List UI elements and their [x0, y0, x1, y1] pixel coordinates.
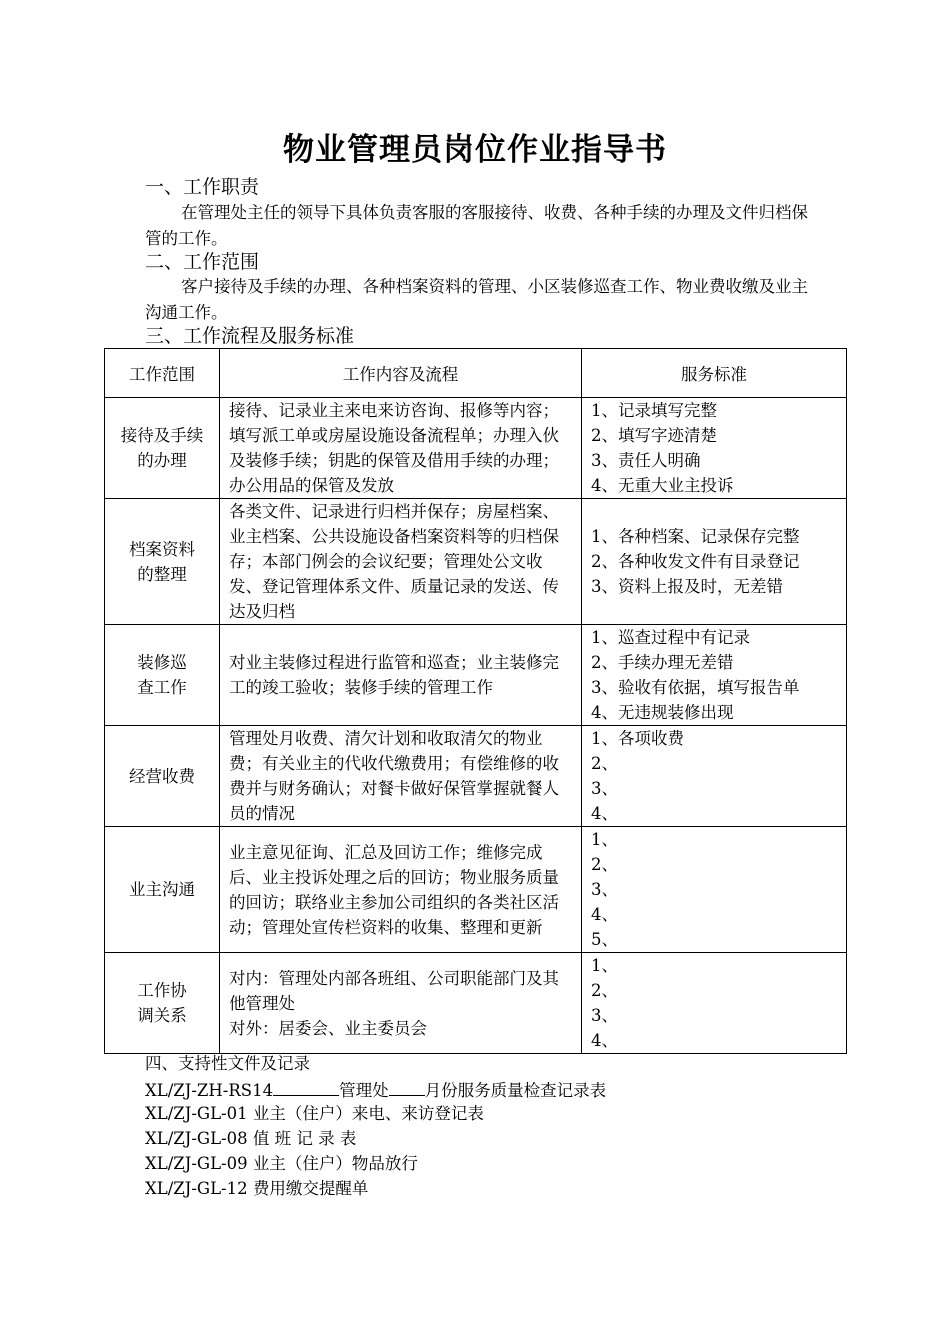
range-cell	[105, 726, 220, 827]
doc-code: XL/ZJ-GL-01	[145, 1104, 248, 1123]
standard-item: 1、各项收费	[591, 729, 684, 748]
standard-cell	[582, 827, 847, 953]
support-doc-item	[145, 1101, 484, 1126]
standard-item: 2、	[591, 754, 618, 773]
range-cell	[105, 398, 220, 499]
standard-item: 1、各种档案、记录保存完整	[591, 527, 800, 546]
range-line: 经营收费	[129, 766, 195, 786]
content-text: 管理处月收费、清欠计划和收取清欠的物业费；有关业主的代收代缴费用；有偿维修的收费并与财务确认；对餐卡做好保管掌握就餐人员的情况	[229, 729, 559, 823]
doc-name: 费用缴交提醒单	[252, 1179, 369, 1198]
content-cell	[220, 499, 582, 625]
standard-item: 3、	[591, 779, 618, 798]
doc-name: 业主（住户）来电、来访登记表	[252, 1104, 484, 1123]
section-heading-duties: 一、工作职责	[145, 176, 260, 198]
standard-item: 4、无违规装修出现	[591, 703, 734, 722]
table-row	[105, 827, 847, 953]
standard-item: 4、无重大业主投诉	[591, 476, 734, 495]
scope-text-content: 客户接待及手续的办理、各种档案资料的管理、小区装修巡查工作、物业费收缴及业主沟通工作。	[145, 277, 808, 322]
standard-item: 2、	[591, 855, 618, 874]
standard-item: 1、	[591, 956, 618, 975]
range-line: 的整理	[137, 564, 187, 584]
standard-item: 5、	[591, 930, 618, 949]
content-text: 对内：管理处内部各班组、公司职能部门及其他管理处	[229, 968, 559, 1013]
doc-code: XL/ZJ-GL-08	[145, 1129, 248, 1148]
support-doc-item	[145, 1126, 356, 1151]
standard-item: 4、	[591, 905, 618, 924]
table-row	[105, 953, 847, 1054]
table-header-row	[105, 349, 847, 398]
standard-item: 1、记录填写完整	[591, 401, 717, 420]
blank-underline	[389, 1076, 425, 1096]
process-standards-table	[104, 348, 847, 1054]
standard-item: 1、	[591, 830, 618, 849]
doc-code: XL/ZJ-ZH-RS14	[145, 1081, 274, 1100]
doc-name-part: 管理处	[339, 1081, 389, 1100]
range-line: 装修巡	[137, 653, 187, 672]
support-doc-item	[145, 1076, 606, 1103]
standard-item: 3、责任人明确	[591, 451, 701, 470]
range-cell	[105, 953, 220, 1054]
doc-code: XL/ZJ-GL-09	[145, 1154, 248, 1173]
content-cell	[220, 827, 582, 953]
content-cell	[220, 625, 582, 726]
table-row	[105, 398, 847, 499]
standard-item: 2、填写字迹清楚	[591, 426, 717, 445]
content-cell	[220, 726, 582, 827]
standard-item: 2、	[591, 981, 618, 1000]
standard-cell	[582, 398, 847, 499]
section-heading-supporting-docs: 四、支持性文件及记录	[145, 1054, 310, 1073]
support-doc-item	[145, 1176, 368, 1201]
header-service-standard: 服务标准	[582, 349, 847, 398]
blank-underline	[273, 1076, 339, 1096]
content-cell	[220, 398, 582, 499]
range-line: 调关系	[137, 1006, 187, 1025]
range-cell	[105, 827, 220, 953]
standard-item: 4、	[591, 804, 618, 823]
support-doc-item	[145, 1151, 418, 1176]
duties-text-content: 在管理处主任的领导下具体负责客服的客服接待、收费、各种手续的办理及文件归档保管的工作。	[145, 203, 808, 248]
scope-text	[145, 274, 815, 326]
range-line: 接待及手续	[120, 426, 204, 445]
document-title: 物业管理员岗位作业指导书	[283, 132, 667, 168]
content-text: 业主意见征询、汇总及回访工作；维修完成后、业主投诉处理之后的回访；物业服务质量的回访；联络业主参加公司组织的各类社区活动；管理处宣传栏资料的收集、整理和更新	[229, 842, 559, 937]
content-text: 对外：居委会、业主委员会	[229, 1018, 427, 1038]
standard-item: 4、	[591, 1031, 618, 1050]
standard-cell	[582, 499, 847, 625]
range-line: 工作协	[137, 981, 187, 1000]
content-text: 各类文件、记录进行归档并保存；房屋档案、业主档案、公共设施设备档案资料等的归档保存；本部门例会的会议纪要；管理处公文收发、登记管理体系文件、质量记录的发送、传达及归档	[229, 502, 559, 621]
doc-name: 业主（住户）物品放行	[252, 1154, 418, 1173]
standard-item: 3、	[591, 880, 618, 899]
table-row	[105, 726, 847, 827]
range-line: 业主沟通	[129, 880, 195, 899]
standard-cell	[582, 625, 847, 726]
section-heading-scope: 二、工作范围	[145, 251, 260, 273]
range-cell	[105, 499, 220, 625]
doc-name: 值 班 记 录 表	[252, 1129, 357, 1148]
section-heading-process: 三、工作流程及服务标准	[145, 325, 355, 347]
standard-cell	[582, 953, 847, 1054]
table-row	[105, 625, 847, 726]
range-line: 查工作	[137, 678, 187, 697]
range-line: 档案资料	[129, 539, 195, 559]
header-work-range: 工作范围	[105, 349, 220, 398]
header-work-content: 工作内容及流程	[220, 349, 582, 398]
doc-name-part: 月份服务质量检查记录表	[424, 1081, 607, 1100]
standard-item: 2、手续办理无差错	[591, 653, 734, 672]
content-text: 接待、记录业主来电来访咨询、报修等内容；填写派工单或房屋设施设备流程单；办理入伙及装修手续；钥匙的保管及借用手续的办理；办公用品的保管及发放	[229, 401, 559, 495]
table-row	[105, 499, 847, 625]
standard-item: 3、资料上报及时，无差错	[591, 577, 783, 596]
content-text: 对业主装修过程进行监管和巡查；业主装修完工的竣工验收；装修手续的管理工作	[229, 653, 559, 697]
duties-text	[145, 200, 815, 252]
content-cell	[220, 953, 582, 1054]
range-line: 的办理	[137, 451, 187, 470]
standard-item: 1、巡查过程中有记录	[591, 628, 750, 647]
standard-item: 3、验收有依据，填写报告单	[591, 678, 800, 697]
standard-item: 3、	[591, 1006, 618, 1025]
standard-item: 2、各种收发文件有目录登记	[591, 552, 800, 571]
range-cell	[105, 625, 220, 726]
doc-code: XL/ZJ-GL-12	[145, 1179, 248, 1198]
standard-cell	[582, 726, 847, 827]
